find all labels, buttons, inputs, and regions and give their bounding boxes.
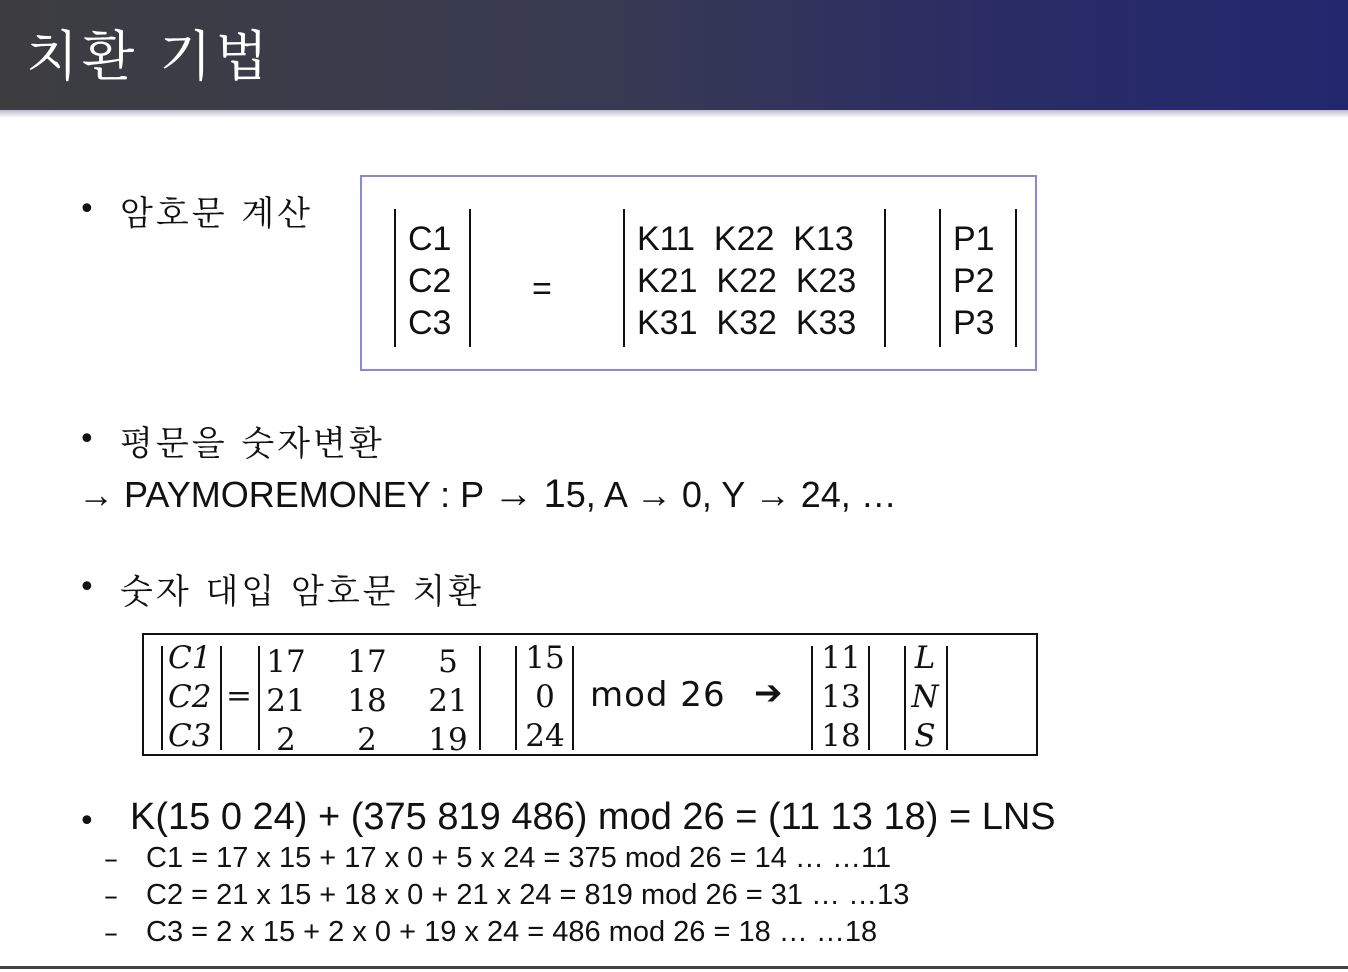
p-cell: 24: [525, 718, 565, 754]
k-cell: K32: [716, 304, 777, 342]
matrix-bracket: [946, 646, 948, 750]
matrix-bracket: [868, 646, 870, 750]
p-numeric-vector: [522, 639, 568, 756]
matrix-bracket: [811, 646, 813, 750]
k-cell: 21: [266, 683, 306, 719]
p-cell: 0: [535, 679, 555, 715]
matrix-bracket: [258, 646, 260, 750]
k-cell: K33: [795, 304, 857, 342]
conversion-line: [78, 472, 897, 517]
matrix-bracket: [469, 209, 471, 347]
matrix-bracket: [161, 646, 163, 750]
arrow-icon: →: [754, 474, 791, 515]
c-cell: C3: [168, 718, 212, 754]
bullet-ciphertext-calc: 암호문 계산: [120, 194, 314, 234]
matrix-bracket: [394, 209, 396, 347]
p-cell: P2: [953, 262, 995, 300]
result-cell: 18: [821, 718, 861, 754]
c-cell: C1: [408, 220, 452, 258]
matrix-bracket: [479, 646, 481, 750]
bullet-dot: •: [78, 804, 96, 839]
arrow-icon: →: [493, 472, 534, 516]
k-cell: 2: [357, 722, 377, 758]
bullet-dot: •: [78, 570, 96, 605]
value-y: 24,: [800, 474, 851, 515]
matrix-bracket: [884, 209, 886, 347]
matrix-bracket: [623, 209, 625, 347]
k-numeric-matrix: [264, 643, 470, 760]
c-vector: [408, 218, 451, 344]
k-cell: K22: [716, 262, 777, 300]
ellipsis: …: [860, 474, 897, 515]
matrix-equation-box: [360, 175, 1037, 371]
k-cell: 5: [438, 644, 458, 680]
k-row: [637, 260, 856, 302]
p-cell: 15: [525, 640, 565, 676]
dash-marker: –: [104, 842, 118, 875]
letter-cell: N: [911, 679, 939, 715]
k-cell: 18: [347, 683, 387, 719]
result-cell: 13: [821, 679, 861, 715]
k-cell: K22: [713, 220, 775, 258]
bullet-numeric-substitution: 숫자 대입 암호문 치환: [120, 572, 485, 612]
value-p-digit: 1: [543, 472, 566, 516]
footer-divider: [0, 966, 1348, 969]
p-cell: P3: [953, 304, 995, 342]
c-vector-italic: [168, 639, 211, 756]
equals-sign: =: [532, 270, 552, 308]
matrix-bracket: [572, 646, 574, 750]
numeric-matrix-box: [142, 633, 1038, 756]
title-bar-shadow: [0, 110, 1348, 118]
k-cell: K13: [793, 220, 854, 258]
k-matrix: [637, 218, 856, 344]
k-row: [637, 218, 856, 260]
k-cell: 17: [347, 644, 387, 680]
c-cell: C1: [168, 640, 212, 676]
bullet-dot: •: [78, 192, 96, 227]
k-cell: 17: [266, 644, 306, 680]
letter-p: P: [460, 474, 484, 515]
bullet-plaintext-convert: 평문을 숫자변환: [120, 424, 385, 464]
k-row: [264, 721, 470, 760]
dash-marker: –: [104, 879, 118, 912]
matrix-bracket: [220, 646, 222, 750]
matrix-bracket: [904, 646, 906, 750]
k-row: [264, 643, 470, 682]
letter-y: Y: [721, 474, 745, 515]
k-cell: K31: [637, 304, 698, 342]
summary-equation: K(15 0 24) + (375 819 486) mod 26 = (11 13 18) = LNS: [130, 796, 1056, 838]
bullet-dot: •: [78, 422, 96, 457]
letter-cell: L: [914, 640, 936, 676]
p-cell: P1: [953, 220, 995, 258]
sub-line-c3: C3 = 2 x 15 + 2 x 0 + 19 x 24 = 486 mod 26 = 18 … …18: [146, 916, 878, 948]
matrix-bracket: [515, 646, 517, 750]
arrow-icon: →: [635, 474, 672, 515]
matrix-bracket: [1015, 209, 1017, 347]
c-cell: C2: [408, 262, 452, 300]
k-cell: K21: [637, 262, 698, 300]
value-p-rest: 5,: [565, 474, 596, 515]
k-cell: K11: [637, 220, 695, 258]
result-vector: [818, 639, 864, 756]
k-row: [637, 302, 856, 344]
k-cell: K23: [795, 262, 857, 300]
letter-cell: S: [914, 718, 936, 754]
arrow-right-icon: ➔: [754, 673, 784, 713]
matrix-bracket: [939, 209, 941, 347]
dash-marker: –: [104, 916, 118, 949]
equals-sign: =: [226, 678, 252, 714]
arrow-icon: →: [78, 474, 114, 515]
value-a: 0,: [681, 474, 712, 515]
plaintext-word: PAYMOREMONEY: [124, 474, 431, 515]
p-vector: [953, 218, 995, 344]
page-title: 치환 기법: [26, 25, 272, 88]
letter-a: A: [603, 474, 626, 515]
sub-line-c1: C1 = 17 x 15 + 17 x 0 + 5 x 24 = 375 mod 26 = 14 … …11: [146, 842, 892, 874]
k-row: [264, 682, 470, 721]
k-cell: 19: [428, 722, 468, 758]
letter-vector: [910, 639, 940, 756]
k-cell: 21: [428, 683, 468, 719]
sub-line-c2: C2 = 21 x 15 + 18 x 0 + 21 x 24 = 819 mod 26 = 31 … …13: [146, 879, 910, 911]
c-cell: C3: [408, 304, 452, 342]
result-cell: 11: [821, 640, 861, 676]
k-cell: 2: [276, 722, 296, 758]
c-cell: C2: [168, 679, 212, 715]
mod-26-label: mod 26: [590, 675, 726, 715]
colon: :: [440, 474, 451, 515]
